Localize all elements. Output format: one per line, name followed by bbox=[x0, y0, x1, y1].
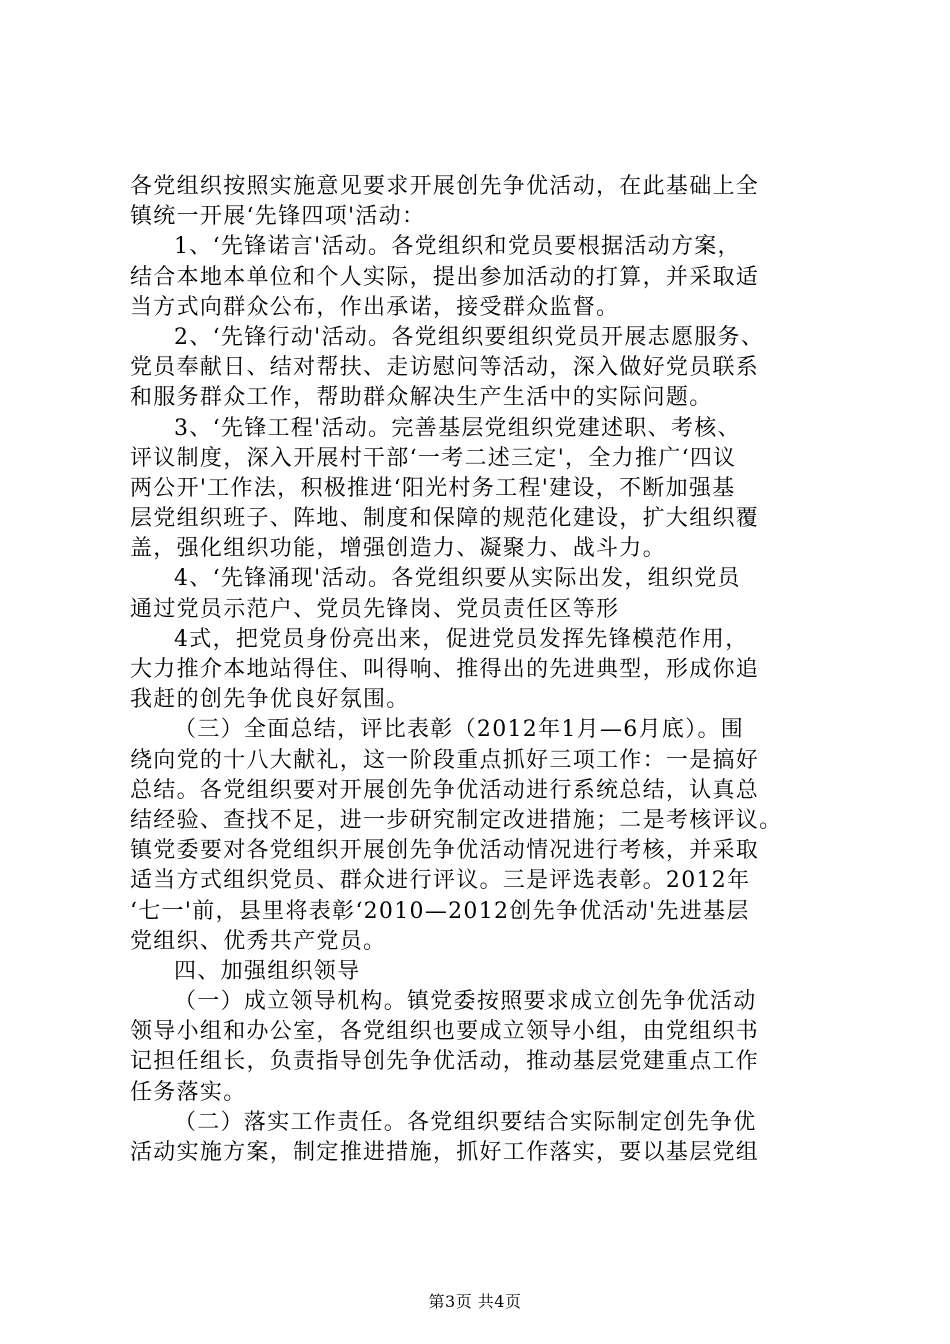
text-line: （二）落实工作责任。各党组织要结合实际制定创先争优 bbox=[174, 1109, 757, 1135]
text-line: 各党组织按照实施意见要求开展创先争优活动，在此基础上全 bbox=[130, 174, 760, 199]
text-line: 结合本地本单位和个人实际，提出参加活动的打算，并采取适 bbox=[130, 264, 760, 290]
text-line: 适当方式组织党员、群众进行评议。三是评选表彰。2012年 bbox=[130, 868, 751, 894]
text-line: 和服务群众工作，帮助群众解决生产生活中的实际问题。 bbox=[130, 385, 713, 411]
text-line: 层党组织班子、阵地、制度和保障的规范化建设，扩大组织覆 bbox=[130, 506, 760, 532]
text-line: 2、‘先锋行动'活动。各党组织要组织党员开展志愿服务、 bbox=[174, 324, 765, 350]
text-line: 盖，强化组织功能，增强创造力、凝聚力、战斗力。 bbox=[130, 536, 666, 562]
text-line: 党组织、优秀共产党员。 bbox=[130, 928, 387, 954]
text-line: 1、‘先锋诺言'活动。各党组织和党员要根据活动方案， bbox=[174, 234, 741, 260]
text-line: 通过党员示范户、党员先锋岗、党员责任区等形 bbox=[130, 596, 620, 622]
text-line: 评议制度，深入开展村干部‘一考二述三定'，全力推广‘四议 bbox=[130, 445, 737, 471]
text-line: （三）全面总结，评比表彰（2012年1月—6月底）。围 bbox=[174, 717, 745, 743]
text-line: 四、加强组织领导 bbox=[174, 958, 361, 984]
text-line: 记担任组长，负责指导创先争优活动，推动基层党建重点工作 bbox=[130, 1049, 760, 1075]
text-line: 总结。各党组织要对开展创先争优活动进行系统总结，认真总 bbox=[130, 777, 760, 803]
text-line: 4式，把党员身份亮出来，促进党员发挥先锋模范作用， bbox=[174, 626, 749, 652]
text-line: （一）成立领导机构。镇党委按照要求成立创先争优活动 bbox=[174, 989, 757, 1015]
text-line: 大力推介本地站得住、叫得响、推得出的先进典型，形成你追 bbox=[130, 657, 760, 682]
text-line: 当方式向群众公布，作出承诺，接受群众监督。 bbox=[130, 294, 620, 320]
text-line: 3、‘先锋工程'活动。完善基层党组织党建述职、考核、 bbox=[174, 415, 741, 441]
text-line: 活动实施方案，制定推进措施，抓好工作落实，要以基层党组 bbox=[130, 1140, 760, 1165]
text-line: 镇统一开展‘先锋四项'活动： bbox=[130, 204, 426, 230]
page-number-footer: 第3页 共4页 bbox=[428, 1292, 522, 1311]
text-line: 4、‘先锋涌现'活动。各党组织要从实际出发，组织党员 bbox=[174, 566, 741, 592]
text-line: 我赶的创先争优良好氛围。 bbox=[130, 687, 410, 713]
text-line: ‘七一'前，县里将表彰‘2010—2012创先争优活动'先进基层 bbox=[130, 898, 750, 924]
text-line: 领导小组和办公室，各党组织也要成立领导小组，由党组织书 bbox=[130, 1019, 760, 1045]
text-line: 镇党委要对各党组织开展创先争优活动情况进行考核，并采取 bbox=[130, 838, 760, 864]
text-line: 绕向党的十八大献礼，这一阶段重点抓好三项工作：一是搞好 bbox=[130, 747, 760, 773]
text-line: 党员奉献日、结对帮扶、走访慰问等活动，深入做好党员联系 bbox=[130, 355, 760, 381]
text-line: 两公开'工作法，积极推进‘阳光村务工程'建设，不断加强基 bbox=[130, 475, 736, 501]
body-text bbox=[130, 172, 830, 1168]
text-line: 结经验、查找不足，进一步研究制定改进措施；二是考核评议。 bbox=[130, 807, 783, 833]
text-line: 任务落实。 bbox=[130, 1079, 247, 1105]
